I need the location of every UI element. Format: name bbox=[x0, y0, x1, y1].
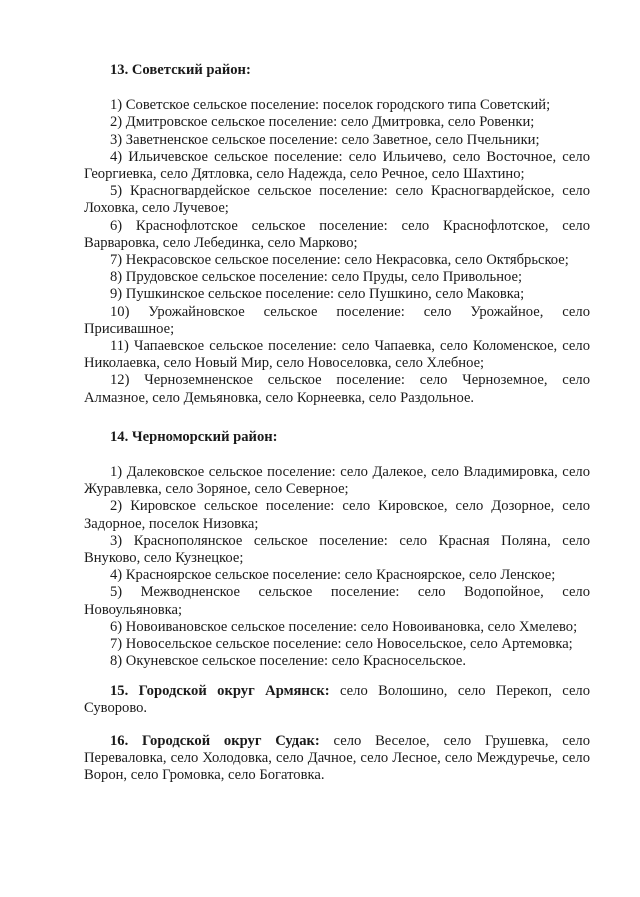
list-item: 4) Красноярское сельское поселение: село Красноярское, село Ленское; bbox=[110, 567, 556, 584]
list-item: 2) Дмитровское сельское поселение: село Дмитровка, село Ровенки; bbox=[110, 114, 535, 131]
section-heading-chernomorsky: 14. Черноморский район: bbox=[110, 428, 278, 445]
list-item: 4) Ильичевское сельское поселение: село Ильичево, село Восточное, село Георгиевка, село Дятловка, село Надежда, село Речное, село Шахтино; bbox=[84, 148, 590, 183]
list-item: 2) Кировское сельское поселение: село Кировское, село Дозорное, село Задорное, поселок Низовка; bbox=[84, 498, 590, 532]
list-item: 3) Краснополянское сельское поселение: село Красная Поляна, село Внуково, село Кузнецкое; bbox=[84, 532, 590, 567]
paragraph-armyansk-text: село Волошино, село Перекоп, село Суворово. bbox=[84, 682, 590, 716]
list-item: 7) Некрасовское сельское поселение: село Некрасовка, село Октябрьское; bbox=[110, 252, 569, 269]
list-item: 5) Красногвардейское сельское поселение: село Красногвардейское, село Лоховка, село Лучевое; bbox=[84, 183, 590, 217]
paragraph-armyansk-title: 15. Городской округ Армянск: bbox=[110, 682, 330, 699]
list-item: 1) Советское сельское поселение: поселок городского типа Советский; bbox=[110, 97, 551, 114]
list-item: 6) Краснофлотское сельское поселение: село Краснофлотское, село Варваровка, село Лебединка, село Марково; bbox=[84, 217, 590, 251]
list-item: 1) Далековское сельское поселение: село Далекое, село Владимировка, село Журавлевка, село Зоряное, село Северное; bbox=[84, 464, 590, 498]
section-heading-sovetsky: 13. Советский район: bbox=[110, 62, 251, 78]
list-item: 8) Прудовское сельское поселение: село Пруды, село Привольное; bbox=[110, 269, 523, 286]
list-item: 6) Новоивановское сельское поселение: село Новоивановка, село Хмелево; bbox=[110, 618, 578, 635]
paragraph-sudak-title: 16. Городской округ Судак: bbox=[110, 732, 320, 749]
list-item: 12) Черноземненское сельское поселение: село Черноземное, село Алмазное, село Демьяновка, село Корнеевка, село Раздольное. bbox=[84, 372, 590, 406]
paragraph-armyansk bbox=[84, 683, 590, 717]
list-item: 5) Межводненское сельское поселение: село Водопойное, село Новоульяновка; bbox=[84, 584, 590, 618]
paragraph-sudak-text: село Веселое, село Грушевка, село Переваловка, село Холодовка, село Дачное, село Лесное, село Междуречье, село Ворон, село Громовка, село Богатовка. bbox=[84, 732, 590, 784]
list-item: 9) Пушкинское сельское поселение: село Пушкино, село Маковка; bbox=[110, 286, 525, 303]
list-item: 10) Урожайновское сельское поселение: село Урожайное, село Присивашное; bbox=[84, 303, 590, 337]
list-item: 11) Чапаевское сельское поселение: село Чапаевка, село Коломенское, село Николаевка, село Новый Мир, село Новоселовка, село Хлебное; bbox=[84, 338, 590, 372]
list-sovetsky bbox=[84, 97, 590, 407]
list-item: 7) Новосельское сельское поселение: село Новосельское, село Артемовка; bbox=[110, 636, 573, 653]
list-item: 8) Окуневское сельское поселение: село Красносельское. bbox=[110, 653, 467, 670]
list-chernomorsky bbox=[84, 464, 590, 670]
list-item: 3) Заветненское сельское поселение: село Заветное, село Пчельники; bbox=[110, 131, 540, 148]
paragraph-sudak bbox=[84, 733, 590, 785]
